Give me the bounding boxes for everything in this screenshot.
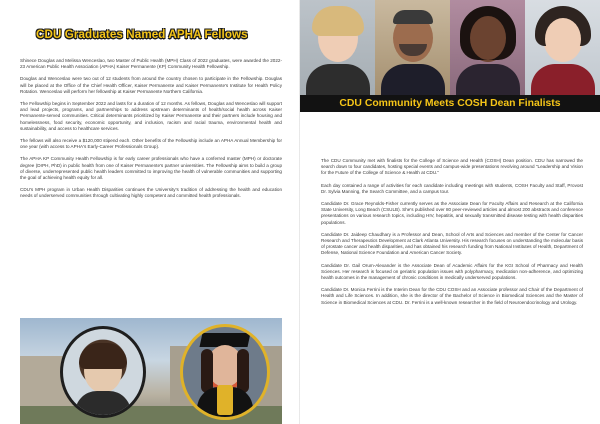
right-article-body <box>321 158 583 312</box>
right-paragraph-2: Each day contained a range of activities for each candidate including meetings with students, COSH Faculty and Staff, Provost Dr. Sylvia Manning, the Search Committee, and a campus tour. <box>321 182 583 194</box>
left-headline: CDU Graduates Named APHA Fellows <box>36 28 248 41</box>
dean-finalists-photo-strip <box>300 0 600 95</box>
fellow-portrait-wenceslao <box>180 324 270 420</box>
left-paragraph-5: The APHA KP Community Health Fellowship is for early career professionals who have a conferred master (MPH) or doctorate degree (DrPH, PhD) in public health from one of Kaiser Permanente's partner universities. The Fellowship aims to build a group of diverse, underrepresented public health leaders committed to improving the health of vulnerable communities and supporting the goal of achieving health equity for all. <box>20 156 282 181</box>
finalist-portrait-1 <box>300 0 375 95</box>
left-paragraph-6: CDU's MPH program in Urban Health Disparities continues the University's tradition of addressing the health and education needs of underserved communities through cultivating highly competent and committed health professionals. <box>20 187 282 199</box>
right-paragraph-6: Candidate Dr. Monica Ferrini is the Interim Dean for the CDU COSH and an Associate professor and Chair of the Department of Health and Life Sciences. In addition, she is the director of the Bachelor of Science in Biomedical Sciences and the Master of Science in Biomedical Sciences at CDU. Dr. Ferrini is a well-known researcher in the field of Neuroendocrinology and Urology. <box>321 287 583 305</box>
left-paragraph-1: Shinece Douglas and Melissa Wenceslao, two Master of Public Health (MPH) Class of 2022 graduates, were awarded the 2022-23 American Public Health Association (APHA) Kaiser Permanente (KP) Community Health Fellowship. <box>20 58 282 70</box>
left-paragraph-4: The fellows will also receive a $120,000 stipend each. Other benefits of the Fellowship include an APHA Annual Membership for one year (with access to APHA's Early-Career Professionals Group). <box>20 138 282 150</box>
right-banner-headline: CDU Community Meets COSH Dean Finalists <box>300 95 600 112</box>
right-paragraph-5: Candidate Dr. Gail Orum-Alexander is the Associate Dean of Academic Affairs for the KGI School of Pharmacy and Health Sciences. Her research is focused on geriatric population issues with polypharmacy, medication non-adherence, and optimizing health outcomes in the management of chronic conditions in medically underserved populations. <box>321 262 583 281</box>
right-paragraph-1: The CDU Community met with finalists for the College of Science and Health (COSH) Dean position. CDU has narrowed the search down to four candidates, hosting special events and campus-wide presentations revolving around "Leadership and Vision for the Future of the College of Science & Health at CDU." <box>321 158 583 176</box>
fellows-photo <box>20 318 282 424</box>
left-paragraph-2: Douglas and Wenceslao were two out of 12 students from around the country chosen to participate in the Fellowship. Douglas will be placed at the Office of the Chief Health Officer, Kaiser Permanente and Kaiser Permanente's Institute for Health Policy Rotation. Wenceslao will perform her fellowship at Kaiser Permanente Northern California. <box>20 76 282 94</box>
right-paragraph-4: Candidate Dr. Jaideep Chaudhary is a Professor and Dean, School of Arts and Sciences and member of the Center for Cancer Research and Therapeutics Development at Clark Atlanta University. His research focuses on understanding the molecular basis of prostate cancer and health disparities, and has obtained his research funding from National Institutes of Health, Department of Defense, National Science Foundation and American Cancer Society. <box>321 231 583 256</box>
right-paragraph-3: Candidate Dr. Grace Reynolds-Fisher currently serves as the Associate Dean for Faculty Affairs and Research at the California State University, Long Beach (CSULB). She's published over 80 peer-reviewed articles and almost 200 abstracts and conference presentations on various research topics, including HIV, hepatitis, and sexually transmitted disease testing with health disparities populations. <box>321 201 583 225</box>
finalist-portrait-2 <box>375 0 450 95</box>
finalist-portrait-4 <box>525 0 600 95</box>
left-article-body <box>20 58 282 206</box>
fellow-portrait-douglas <box>60 326 146 418</box>
finalist-portrait-3 <box>450 0 525 95</box>
left-paragraph-3: The Fellowship begins in September 2022 and lasts for a duration of 12 months. As fellows, Douglas and Wenceslao will support and lead projects, programs, and partnerships to address upstream determinants of health/social health across Kaiser Permanente-served communities. Critical determinants prioritized by Kaiser Permanente and their partners include housing and homelessness, food security, economic opportunity, and inclusion, racism and racial trauma, environmental health and sustainability, and access to healthcare services. <box>20 101 282 131</box>
